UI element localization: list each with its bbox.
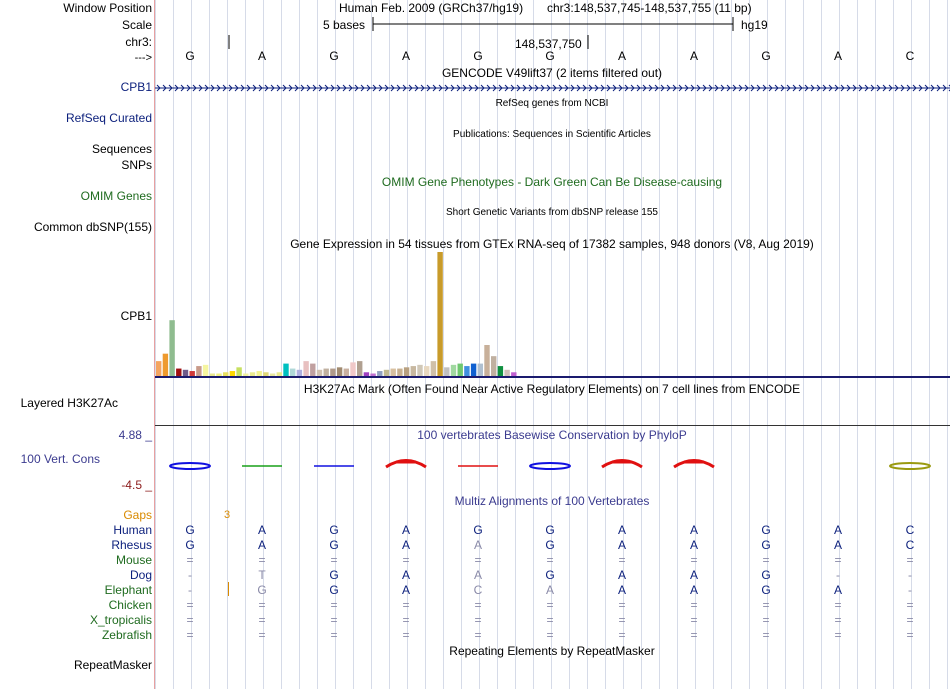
gtex-tissue-bar xyxy=(417,365,422,376)
alignment-cell: = xyxy=(186,613,194,627)
alignment-cell: C xyxy=(473,583,483,597)
multiz-track-title[interactable]: Multiz Alignments of 100 Vertebrates xyxy=(454,494,650,508)
alignment-cell: = xyxy=(618,613,626,627)
gtex-tissue-bar xyxy=(464,366,469,376)
alignment-cell: T xyxy=(258,568,266,582)
gtex-tissue-bar xyxy=(451,365,456,376)
gtex-tissue-bar xyxy=(484,345,489,376)
alignment-cell: = xyxy=(402,613,410,627)
alignment-cell: A xyxy=(545,583,555,597)
alignment-cell: A xyxy=(689,523,699,537)
alignment-cell: A xyxy=(689,538,699,552)
base-letter: G xyxy=(185,49,195,63)
alignment-cell: A xyxy=(833,523,843,537)
species-label[interactable]: Human xyxy=(113,523,152,537)
alignment-cell: = xyxy=(762,553,770,567)
gtex-track-title[interactable]: Gene Expression in 54 tissues from GTEx RNA-seq of 17382 samples, 948 donors (V8, Aug 2019) xyxy=(290,237,814,251)
alignment-cell: A xyxy=(257,538,267,552)
alignment-cell: A xyxy=(617,523,627,537)
gtex-tissue-bar xyxy=(203,365,208,376)
alignment-cell: A xyxy=(617,568,627,582)
alignment-cell: = xyxy=(906,598,914,612)
alignment-cell: A xyxy=(833,583,843,597)
gtex-gene-label[interactable]: CPB1 xyxy=(120,309,152,323)
gtex-tissue-bar xyxy=(344,369,349,376)
gap-marker xyxy=(228,582,229,596)
alignment-cell: = xyxy=(618,553,626,567)
gtex-tissue-bar xyxy=(431,361,436,376)
gtex-tissue-bar xyxy=(169,320,174,376)
gtex-tissue-bar xyxy=(310,364,315,376)
gtex-tissue-bar xyxy=(283,364,288,376)
alignment-cell: G xyxy=(329,538,339,552)
alignment-cell: = xyxy=(330,613,338,627)
base-letter: G xyxy=(329,49,339,63)
alignment-cell: = xyxy=(546,613,554,627)
gaps-count: 3 xyxy=(224,509,231,521)
h3k27ac-track-label[interactable]: Layered H3K27Ac xyxy=(20,396,118,410)
alignment-cell: = xyxy=(330,553,338,567)
alignment-cell: A xyxy=(257,523,267,537)
gtex-tissue-bar xyxy=(303,361,308,376)
gtex-tissue-bar xyxy=(357,361,362,376)
alignment-cell: = xyxy=(258,628,266,642)
alignment-cell: A xyxy=(833,538,843,552)
species-label[interactable]: Mouse xyxy=(115,553,152,567)
phylop-min-label: -4.5 _ xyxy=(121,478,152,492)
alignment-cell: A xyxy=(473,568,483,582)
alignment-cell: A xyxy=(617,583,627,597)
gaps-label[interactable]: Gaps xyxy=(123,508,152,522)
species-label[interactable]: Elephant xyxy=(104,583,152,597)
gtex-tissue-bar xyxy=(163,354,168,376)
gtex-tissue-bar xyxy=(350,362,355,376)
window-position-label: Window Position xyxy=(63,1,152,15)
gtex-tissue-bar xyxy=(397,369,402,376)
alignment-cell: G xyxy=(545,538,555,552)
phylop-track-label[interactable]: 100 Vert. Cons xyxy=(20,452,100,466)
alignment-cell: = xyxy=(186,628,194,642)
alignment-cell: - xyxy=(836,568,840,582)
alignment-cell: = xyxy=(906,553,914,567)
assembly-title: Human Feb. 2009 (GRCh37/hg19) xyxy=(339,1,524,15)
base-letter: A xyxy=(833,49,843,63)
dbsnp-track-title[interactable]: Short Genetic Variants from dbSNP release 155 xyxy=(446,207,658,218)
alignment-cell: - xyxy=(908,568,912,582)
phylop-glyph xyxy=(602,461,642,468)
gtex-tissue-bar xyxy=(424,366,429,376)
alignment-cell: G xyxy=(257,583,267,597)
alignment-cell: = xyxy=(474,553,482,567)
alignment-cell: C xyxy=(905,523,915,537)
omim-track-label[interactable]: OMIM Genes xyxy=(80,189,152,203)
gtex-tissue-bar xyxy=(498,366,503,376)
sequences-track-label[interactable]: Sequences xyxy=(91,142,152,156)
alignment-cell: G xyxy=(761,538,771,552)
coordinate-label: 148,537,750 xyxy=(515,37,582,51)
gtex-tissue-bar xyxy=(491,356,496,376)
gtex-tissue-bar xyxy=(324,369,329,376)
scale-label: Scale xyxy=(121,18,152,32)
species-label[interactable]: Chicken xyxy=(108,598,152,612)
assembly-short: hg19 xyxy=(741,18,768,32)
phylop-glyph xyxy=(386,461,426,468)
alignment-cell: A xyxy=(473,538,483,552)
alignment-cell: = xyxy=(906,628,914,642)
alignment-cell: = xyxy=(618,598,626,612)
alignment-cell: = xyxy=(258,598,266,612)
base-letter: A xyxy=(617,49,627,63)
alignment-cell: = xyxy=(330,598,338,612)
alignment-cell: = xyxy=(546,598,554,612)
refseq-track-title[interactable]: RefSeq genes from NCBI xyxy=(495,98,609,109)
gencode-track-title[interactable]: GENCODE V49lift37 (2 items filtered out) xyxy=(441,66,663,80)
gtex-tissue-bar xyxy=(411,366,416,376)
gtex-tissue-bar xyxy=(337,367,342,376)
alignment-cell: = xyxy=(690,613,698,627)
gtex-tissue-bar xyxy=(290,369,295,376)
alignment-cell: A xyxy=(401,583,411,597)
alignment-cell: G xyxy=(761,523,771,537)
gtex-tissue-bar xyxy=(458,364,463,376)
alignment-cell: A xyxy=(401,538,411,552)
alignment-cell: = xyxy=(834,628,842,642)
phylop-track-title[interactable]: 100 vertebrates Basewise Conservation by PhyloP xyxy=(417,428,687,442)
phylop-glyph xyxy=(674,461,714,468)
alignment-cell: = xyxy=(762,628,770,642)
alignment-cell: G xyxy=(329,583,339,597)
alignment-cell: = xyxy=(690,598,698,612)
species-label[interactable]: Rhesus xyxy=(111,538,152,552)
alignment-cell: = xyxy=(618,628,626,642)
gencode-track-label[interactable]: CPB1 xyxy=(120,80,152,94)
alignment-cell: = xyxy=(546,628,554,642)
gtex-tissue-bar xyxy=(391,369,396,376)
snps-track-label[interactable]: SNPs xyxy=(121,158,152,172)
base-letter: A xyxy=(401,49,411,63)
alignment-cell: G xyxy=(545,523,555,537)
alignment-cell: = xyxy=(834,613,842,627)
gtex-tissue-bar xyxy=(196,366,201,376)
alignment-cell: = xyxy=(402,553,410,567)
alignment-cell: C xyxy=(905,538,915,552)
dbsnp-track-label[interactable]: Common dbSNP(155) xyxy=(33,220,152,234)
h3k27ac-track-title[interactable]: H3K27Ac Mark (Often Found Near Active Regulatory Elements) on 7 cell lines from ENCODE xyxy=(303,382,801,396)
alignment-cell: A xyxy=(689,568,699,582)
alignment-cell: - xyxy=(188,583,192,597)
alignment-cell: G xyxy=(761,583,771,597)
alignment-cell: A xyxy=(401,568,411,582)
alignment-cell: G xyxy=(329,568,339,582)
base-letter: G xyxy=(473,49,483,63)
alignment-cell: G xyxy=(185,538,195,552)
gtex-expression-chart[interactable] xyxy=(155,252,950,377)
alignment-cell: = xyxy=(186,598,194,612)
alignment-cell: = xyxy=(402,598,410,612)
base-letter: G xyxy=(545,49,555,63)
gtex-tissue-bar xyxy=(437,252,442,376)
alignment-cell: = xyxy=(258,553,266,567)
h3k27ac-baseline xyxy=(155,425,950,426)
publications-track-title[interactable]: Publications: Sequences in Scientific Articles xyxy=(453,129,651,140)
gtex-tissue-bar xyxy=(236,367,241,376)
alignment-cell: = xyxy=(474,613,482,627)
window-position-value: chr3:148,537,745-148,537,755 (11 bp) xyxy=(547,1,752,15)
repeatmasker-track-title[interactable]: Repeating Elements by RepeatMasker xyxy=(449,644,655,658)
alignment-cell: = xyxy=(474,598,482,612)
base-letter: G xyxy=(761,49,771,63)
alignment-cell: = xyxy=(762,598,770,612)
alignment-cell: = xyxy=(834,553,842,567)
phylop-conservation-plot[interactable] xyxy=(155,452,950,482)
repeatmasker-track-label[interactable]: RepeatMasker xyxy=(73,658,152,672)
alignment-cell: G xyxy=(545,568,555,582)
alignment-cell: A xyxy=(401,523,411,537)
species-label[interactable]: X_tropicalis xyxy=(89,613,152,627)
alignment-cell: - xyxy=(188,568,192,582)
refseq-track-label[interactable]: RefSeq Curated xyxy=(65,111,152,125)
chrom-label: chr3: xyxy=(125,35,152,49)
alignment-cell: = xyxy=(906,613,914,627)
alignment-cell: = xyxy=(834,598,842,612)
alignment-cell: = xyxy=(690,553,698,567)
omim-track-title[interactable]: OMIM Gene Phenotypes - Dark Green Can Be Disease-causing xyxy=(381,175,723,189)
gtex-tissue-bar xyxy=(471,364,476,376)
alignment-cell: G xyxy=(761,568,771,582)
alignment-cell: = xyxy=(186,553,194,567)
gtex-tissue-bar xyxy=(156,361,161,376)
strand-arrow-label: ---> xyxy=(134,52,152,64)
alignment-cell: = xyxy=(474,628,482,642)
phylop-glyph xyxy=(890,463,930,469)
gtex-tissue-bar xyxy=(444,367,449,376)
alignment-cell: = xyxy=(402,628,410,642)
gtex-track-separator xyxy=(155,376,950,378)
phylop-max-label: 4.88 _ xyxy=(118,428,152,442)
alignment-cell: - xyxy=(908,583,912,597)
gtex-tissue-bar xyxy=(404,367,409,376)
phylop-glyph xyxy=(170,463,210,469)
alignment-cell: = xyxy=(258,613,266,627)
base-letter: A xyxy=(257,49,267,63)
gtex-tissue-bar xyxy=(478,364,483,376)
phylop-glyph xyxy=(530,463,570,469)
alignment-cell: = xyxy=(690,628,698,642)
species-label[interactable]: Zebrafish xyxy=(101,628,152,642)
base-letter: C xyxy=(905,49,915,63)
alignment-cell: G xyxy=(329,523,339,537)
alignment-cell: G xyxy=(185,523,195,537)
cpb1-gene-feature[interactable] xyxy=(155,84,950,92)
alignment-cell: = xyxy=(330,628,338,642)
alignment-cell: A xyxy=(689,583,699,597)
alignment-cell: G xyxy=(473,523,483,537)
alignment-cell: = xyxy=(762,613,770,627)
alignment-cell: = xyxy=(546,553,554,567)
gtex-tissue-bar xyxy=(330,369,335,376)
base-letter: A xyxy=(689,49,699,63)
scale-bar-text: 5 bases xyxy=(323,18,366,32)
species-label[interactable]: Dog xyxy=(129,568,152,582)
gtex-tissue-bar xyxy=(176,369,181,376)
alignment-cell: A xyxy=(617,538,627,552)
